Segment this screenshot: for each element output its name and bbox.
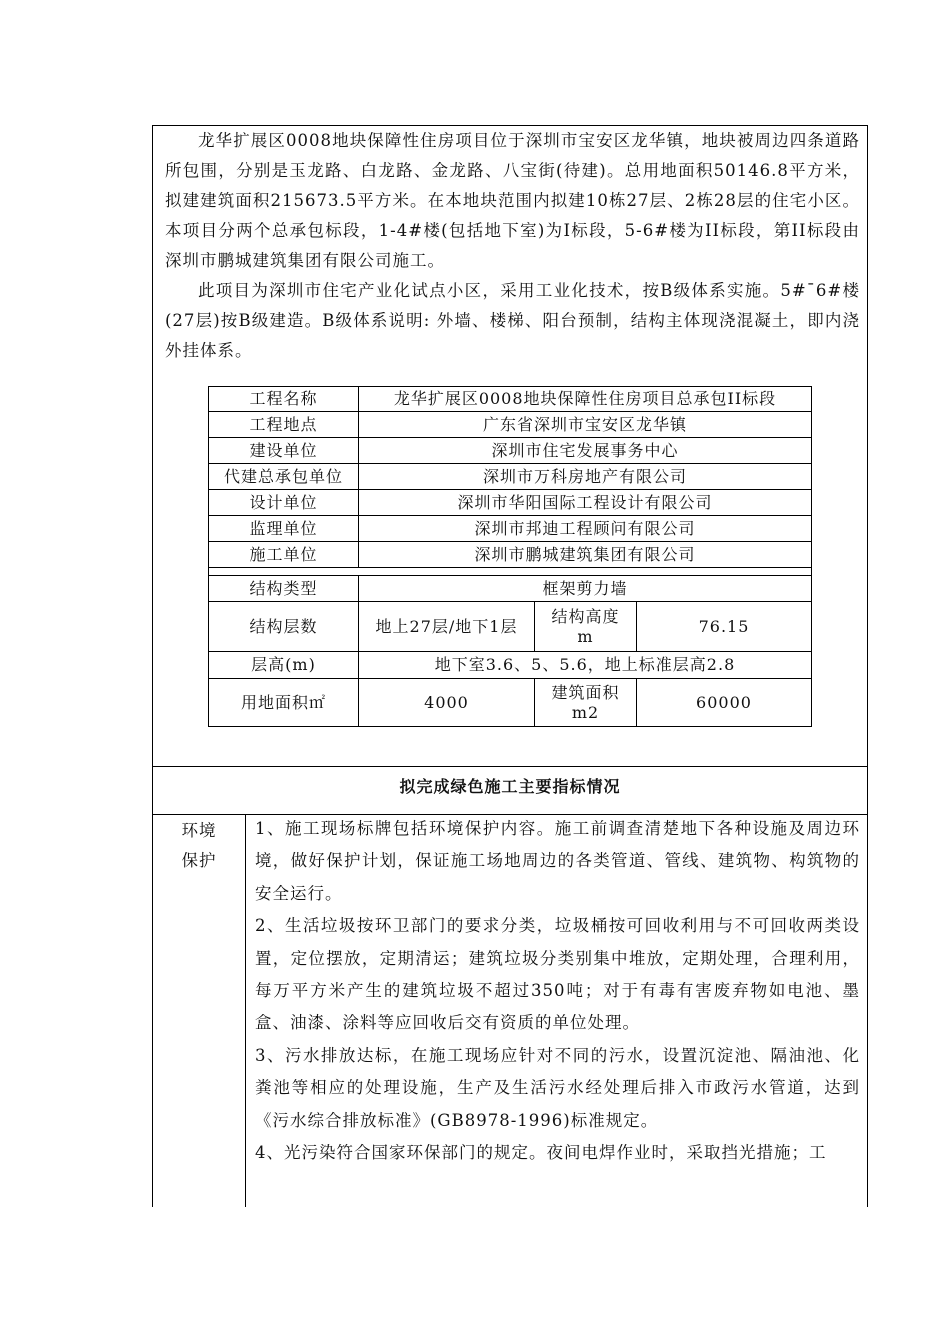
list-item: 1、施工现场标牌包括环境保护内容。施工前调查清楚地下各种设施及周边环境，做好保护计划，保证施工场地周边的各类管道、管线、建筑物、构筑物的安全运行。 (255, 819, 860, 903)
table-row (209, 542, 812, 568)
section-divider-top (152, 766, 868, 767)
row-value: 广东省深圳市宝安区龙华镇 (359, 412, 812, 438)
row-label: 工程名称 (209, 387, 359, 412)
table-spacer-row (209, 568, 812, 576)
table-row (209, 387, 812, 412)
row-label: 监理单位 (209, 516, 359, 542)
list-item: 2、生活垃圾按环卫部门的要求分类，垃圾桶按可回收利用与不可回收两类设置，定位摆放，定期清运；建筑垃圾分类别集中堆放，定期处理，合理利用，每万平方米产生的建筑垃圾不超过350吨；对于有毒有害废弃物如电池、墨盒、油漆、涂料等应回收后交有资质的单位处理。 (255, 916, 860, 1033)
row-value: 深圳市万科房地产有限公司 (359, 464, 812, 490)
row-value: 深圳市住宅发展事务中心 (359, 438, 812, 464)
row-value: 深圳市华阳国际工程设计有限公司 (359, 490, 812, 516)
environment-protection-content (255, 813, 860, 1169)
structure-height-label: 结构高度m (535, 602, 637, 652)
intro-paragraph-2: 此项目为深圳市住宅产业化试点小区，采用工业化技术，按B级体系实施。5#¯6#楼(27层)按B级建造。B级体系说明: 外墙、楼梯、阳台预制，结构主体现浇混凝土，即内浇外挂体系。 (165, 281, 860, 360)
table-row (209, 490, 812, 516)
table-row (209, 438, 812, 464)
building-area-value: 60000 (637, 679, 812, 727)
column-divider (245, 814, 246, 1207)
row-label: 工程地点 (209, 412, 359, 438)
row-label: 设计单位 (209, 490, 359, 516)
structure-floors-label: 结构层数 (209, 602, 359, 652)
land-area-value: 4000 (359, 679, 535, 727)
floor-height-value: 地下室3.6、5、5.6，地上标准层高2.8 (359, 652, 812, 679)
row-value: 深圳市鹏城建筑集团有限公司 (359, 542, 812, 568)
row-label: 施工单位 (209, 542, 359, 568)
table-row (209, 679, 812, 727)
intro-text (165, 126, 860, 366)
table-row (209, 412, 812, 438)
structure-type-value: 框架剪力墙 (359, 576, 812, 602)
structure-type-label: 结构类型 (209, 576, 359, 602)
table-row (209, 516, 812, 542)
list-item: 3、污水排放达标，在施工现场应针对不同的污水，设置沉淀池、隔油池、化粪池等相应的处理设施，生产及生活污水经处理后排入市政污水管道，达到《污水综合排放标准》(GB8978-1996)标准规定。 (255, 1045, 860, 1130)
category-label-line-1: 环境 (181, 821, 217, 840)
intro-paragraph-1: 龙华扩展区0008地块保障性住房项目位于深圳市宝安区龙华镇，地块被周边四条道路所包围，分别是玉龙路、白龙路、金龙路、八宝街(待建)。总用地面积50146.8平方米，拟建建筑面积215673.5平方米。在本地块范围内拟建10栋27层、2栋28层的住宅小区。本项目分两个总承包标段，1-4#楼(包括地下室)为I标段，5-6#楼为II标段，第II标段由深圳市鹏城建筑集团有限公司施工。 (165, 131, 860, 270)
land-area-label: 用地面积㎡ (209, 679, 359, 727)
section-title: 拟完成绿色施工主要指标情况 (399, 777, 621, 796)
building-area-label: 建筑面积m2 (535, 679, 637, 727)
row-label: 建设单位 (209, 438, 359, 464)
row-value: 深圳市邦迪工程顾问有限公司 (359, 516, 812, 542)
category-label-line-2: 保护 (181, 851, 217, 870)
row-label: 代建总承包单位 (209, 464, 359, 490)
table-row (209, 464, 812, 490)
structure-height-value: 76.15 (637, 602, 812, 652)
floor-height-label: 层高(m) (209, 652, 359, 679)
structure-floors-value: 地上27层/地下1层 (359, 602, 535, 652)
category-label (160, 816, 238, 876)
project-info-table (208, 386, 812, 727)
table-row (209, 602, 812, 652)
row-value: 龙华扩展区0008地块保障性住房项目总承包II标段 (359, 387, 812, 412)
table-row (209, 652, 812, 679)
list-item: 4、光污染符合国家环保部门的规定。夜间电焊作业时，采取挡光措施；工 (255, 1143, 827, 1163)
table-row (209, 576, 812, 602)
